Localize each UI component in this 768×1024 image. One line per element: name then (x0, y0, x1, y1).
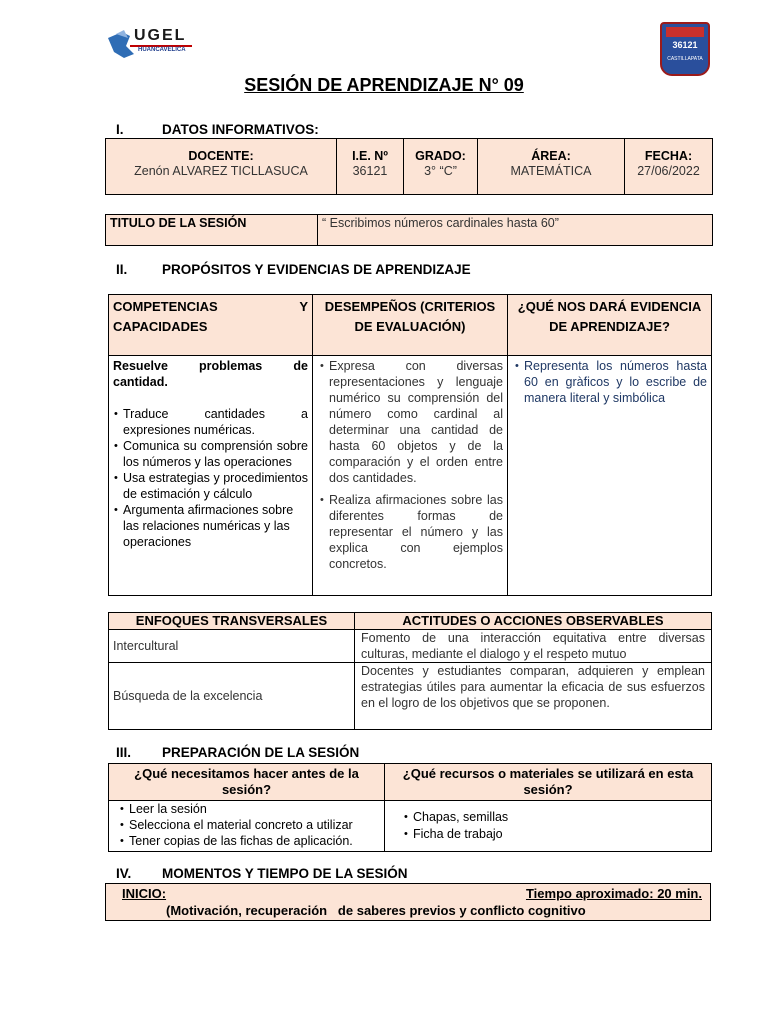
section-2-heading (116, 262, 471, 277)
list-item: • Ficha de trabajo (413, 826, 707, 843)
list-item: • Traduce cantidades a expresiones numéricas. (123, 406, 308, 438)
section-4-number: IV. (116, 866, 132, 881)
datos-table (105, 138, 713, 195)
list-item: • Argumenta afirmaciones sobre las relaciones numéricas y las operaciones (123, 502, 308, 550)
capacidades-list (113, 406, 308, 550)
desempenos-cell (313, 356, 508, 596)
docente-cell (106, 139, 337, 195)
antes-list (113, 801, 380, 849)
section-4-heading (116, 866, 408, 881)
fecha-label: FECHA: (644, 149, 693, 163)
preparacion-table (108, 763, 712, 852)
area-cell (478, 139, 625, 195)
enfoques-table (108, 612, 712, 730)
enfoque-excelencia: Búsqueda de la excelencia (109, 663, 355, 730)
tiempo-label: Tiempo aproximado: 20 min. (525, 886, 702, 901)
section-3-title: PREPARACIÓN DE LA SESIÓN (162, 745, 360, 760)
ugel-logo (104, 24, 194, 64)
enfoques-header: ENFOQUES TRANSVERSALES (109, 613, 355, 630)
fecha-value: 27/06/2022 (637, 164, 700, 178)
inicio-subtitle: (Motivación, recuperación de saberes previos y conflicto cognitivo (166, 903, 586, 918)
list-item: • Leer la sesión (129, 801, 380, 817)
competencias-header: COMPETENCIAS Y CAPACIDADES (109, 295, 313, 356)
desempenos-list (317, 358, 503, 572)
enfoque-intercultural: Intercultural (109, 630, 355, 663)
propositos-table (108, 294, 712, 596)
school-crest-text: CASTILLAPATA (667, 56, 703, 62)
list-item: • Representa los números hasta 60 en gràficos y lo escribe de manera literal y simbólica (524, 358, 707, 406)
ugel-logo-subtext: HUANCAVELICA (138, 47, 186, 53)
desempenos-header: DESEMPEÑOS (CRITERIOS DE EVALUACIÓN) (313, 295, 508, 356)
section-4-title: MOMENTOS Y TIEMPO DE LA SESIÓN (162, 866, 408, 881)
ie-cell (337, 139, 404, 195)
school-crest (660, 22, 710, 76)
inicio-label: INICIO: (122, 886, 167, 901)
section-1-number: I. (116, 122, 124, 137)
section-1-title: DATOS INFORMATIVOS: (162, 122, 319, 137)
actitud-excelencia: Docentes y estudiantes comparan, adquieren y emplean estrategias útiles para aumentar la eficacia de sus esfuerzos en el logro de los objetivos que se proponen. (355, 663, 712, 730)
grado-cell (404, 139, 478, 195)
actitudes-header: ACTITUDES O ACCIONES OBSERVABLES (355, 613, 712, 630)
titulo-value: “ Escribimos números cardinales hasta 60” (318, 215, 713, 246)
competencias-cell (109, 356, 313, 596)
grado-value: 3° “C” (424, 164, 457, 178)
docente-value: Zenón ALVAREZ TICLLASUCA (134, 164, 308, 178)
titulo-table (105, 214, 713, 246)
section-2-title: PROPÓSITOS Y EVIDENCIAS DE APRENDIZAJE (162, 262, 471, 277)
ie-label: I.E. Nº (352, 149, 388, 163)
list-item: • Usa estrategias y procedimientos de estimación y cálculo (123, 470, 308, 502)
antes-header: ¿Qué necesitamos hacer antes de la sesión? (109, 764, 385, 801)
list-item: • Comunica su comprensión sobre los números y las operaciones (123, 438, 308, 470)
grado-label: GRADO: (415, 149, 466, 163)
competencia-text: Resuelve problemas de cantidad. (113, 359, 308, 389)
area-value: MATEMÁTICA (510, 164, 592, 178)
evidencia-cell (508, 356, 712, 596)
school-crest-number: 36121 (672, 40, 698, 50)
recursos-header: ¿Qué recursos o materiales se utilizará en esta sesión? (385, 764, 712, 801)
evidencia-header: ¿QUÉ NOS DARÁ EVIDENCIA DE APRENDIZAJE? (508, 295, 712, 356)
section-2-number: II. (116, 262, 128, 277)
actitud-intercultural: Fomento de una interacción equitativa entre diversas culturas, mediante el dialogo y el respeto mutuo (355, 630, 712, 663)
list-item: • Chapas, semillas (413, 809, 707, 826)
section-3-number: III. (116, 745, 132, 760)
fecha-cell (625, 139, 713, 195)
antes-cell (109, 801, 385, 852)
section-3-heading (116, 745, 359, 760)
page-title: SESIÓN DE APRENDIZAJE N° 09 (244, 75, 524, 95)
recursos-cell (385, 801, 712, 852)
recursos-list (389, 809, 707, 843)
titulo-label: TITULO DE LA SESIÓN (106, 215, 318, 246)
ugel-logo-text: UGEL (134, 27, 187, 44)
section-1-heading (116, 122, 319, 137)
list-item: • Tener copias de las fichas de aplicación. (129, 833, 380, 849)
docente-label: DOCENTE: (188, 149, 254, 163)
list-item: • Expresa con diversas representaciones y lenguaje numérico su comprensión del número como cardinal al determinar una cantidad de hasta 60 objetos y de la comparación y el orden entre dos cantidades. (329, 358, 503, 486)
evidencias-list (512, 358, 707, 406)
list-item: • Realiza afirmaciones sobre las diferentes formas de representar el número y las explica con ejemplos concretos. (329, 492, 503, 572)
ie-value: 36121 (352, 164, 388, 178)
list-item: • Selecciona el material concreto a utilizar (129, 817, 380, 833)
area-label: ÁREA: (531, 149, 571, 163)
inicio-box (105, 883, 711, 921)
